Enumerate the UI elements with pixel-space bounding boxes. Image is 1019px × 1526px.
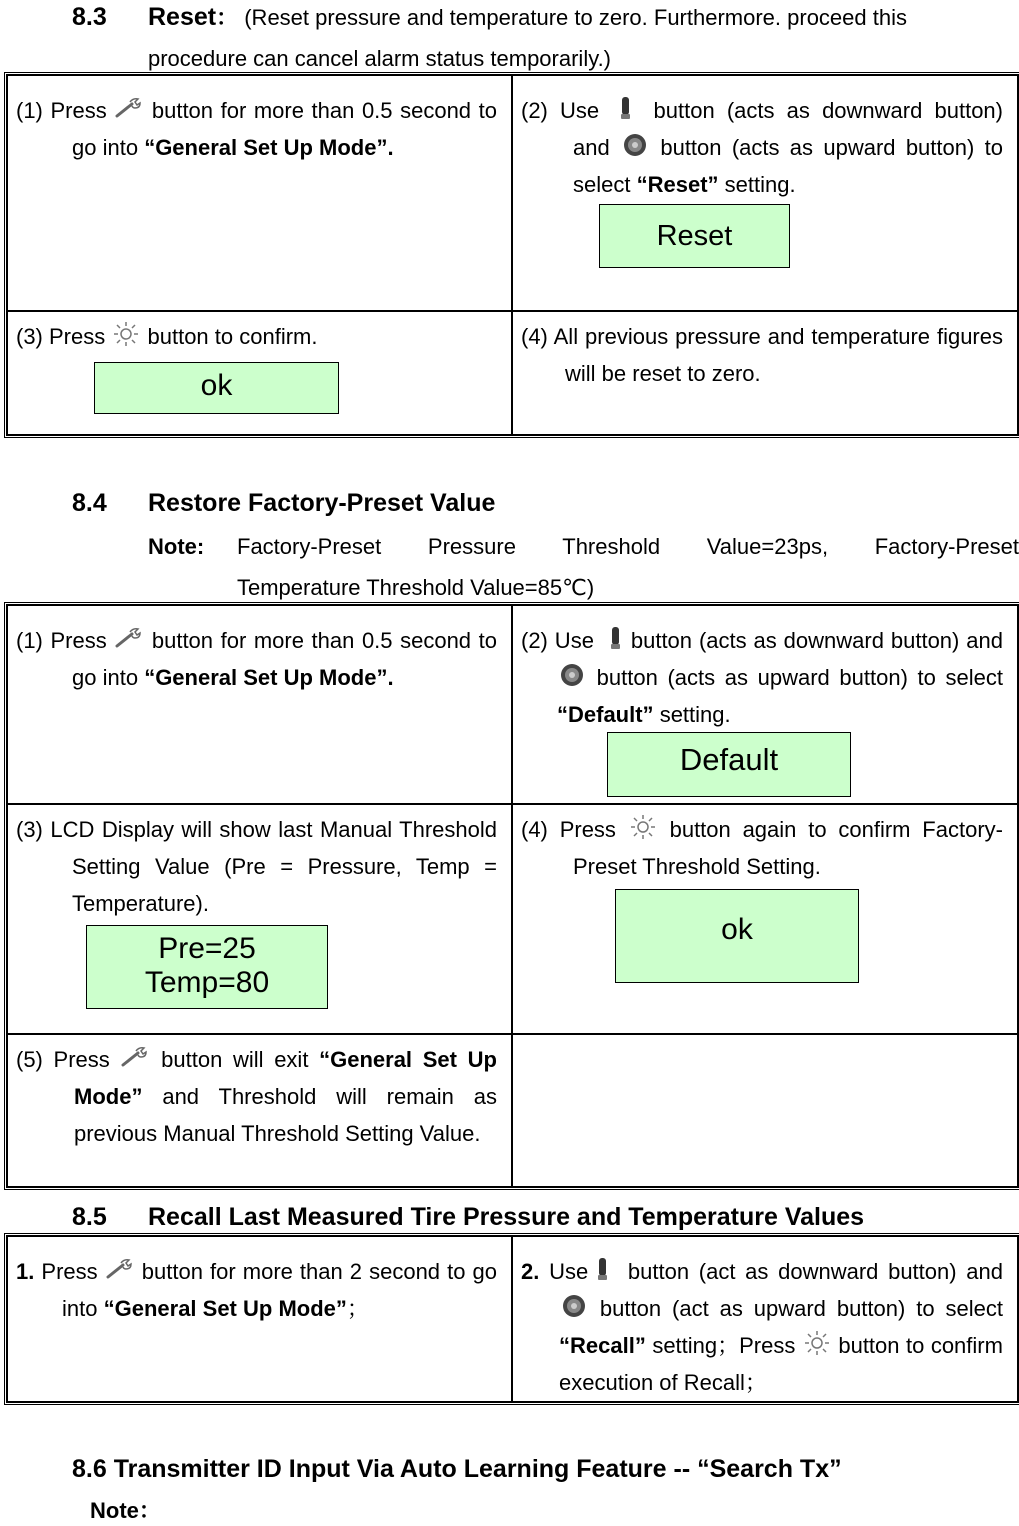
down-button-icon <box>611 96 641 120</box>
preset-step-4: (4) Press button again to confirm Factory-Preset Threshold Setting. ok <box>512 804 1018 1034</box>
note-label: Note: <box>148 534 205 559</box>
wrench-icon <box>105 1257 135 1281</box>
reset-step-4: (4) All previous pressure and temperature figures will be reset to zero. <box>512 311 1018 435</box>
up-button-icon <box>557 663 587 687</box>
lcd-reset: Reset <box>599 204 790 268</box>
recall-steps-table <box>4 1233 1019 1405</box>
lcd-temp: Temp=80 <box>144 966 270 999</box>
section-8-5-number: 8.5 <box>72 1203 107 1231</box>
sun-icon <box>802 1331 832 1355</box>
reset-step-2: (2) Use button (acts as downward button) and button (acts as upward button) to select “Reset” setting. Reset <box>512 75 1018 311</box>
sun-icon <box>111 322 141 346</box>
section-8-3-subtitle-2: procedure can cancel alarm status temporarily.) <box>148 46 612 71</box>
preset-step-1: (1) Press button for more than 0.5 second to go into “General Set Up Mode”. <box>7 605 512 804</box>
lcd-pre-temp <box>86 925 328 1009</box>
section-8-3-number: 8.3 <box>72 3 107 31</box>
down-button-icon <box>588 1257 618 1281</box>
section-8-4-title: Restore Factory-Preset Value <box>148 489 496 517</box>
recall-step-1: 1. Press button for more than 2 second to go into “General Set Up Mode”； <box>7 1236 512 1402</box>
section-8-5-title: Recall Last Measured Tire Pressure and Temperature Values <box>148 1203 865 1231</box>
section-8-3-subtitle: (Reset pressure and temperature to zero. Furthermore. proceed this <box>244 5 907 30</box>
lcd-pre: Pre=25 <box>158 932 256 965</box>
section-8-6-title: 8.6 Transmitter ID Input Via Auto Learning Feature -- “Search Tx” <box>72 1455 842 1483</box>
note-text: Factory-Preset Pressure Threshold Value=23ps, Factory-Preset <box>237 534 1019 559</box>
sun-icon <box>628 815 658 839</box>
preset-step-5: (5) Press button will exit “General Set Up Mode” and Threshold will remain as previous Manual Threshold Setting Value. <box>7 1034 512 1187</box>
reset-step-1: (1) Press button for more than 0.5 second to go into “General Set Up Mode”. <box>7 75 512 311</box>
section-8-4-number: 8.4 <box>72 489 107 517</box>
section-8-3-title: Reset <box>148 3 217 31</box>
recall-step-2: 2. Use button (act as downward button) and button (act as upward button) to select “Recall” setting；Press button to confirm execution of Recall； <box>512 1236 1018 1402</box>
note-text-2: Temperature Threshold Value=85℃) <box>237 575 595 600</box>
wrench-icon <box>114 626 144 650</box>
up-button-icon <box>620 133 650 157</box>
preset-step-empty <box>512 1034 1018 1187</box>
preset-step-3: (3) LCD Display will show last Manual Threshold Setting Value (Pre = Pressure, Temp = Temperature). Pre=25 Temp=80 <box>7 804 512 1034</box>
lcd-ok-preset: ok <box>615 889 859 983</box>
reset-step-3: (3) Press button to confirm. ok <box>7 311 512 435</box>
lcd-ok-reset: ok <box>94 362 339 414</box>
up-button-icon <box>559 1294 589 1318</box>
preset-step-2: (2) Use button (acts as downward button) and button (acts as upward button) to select “Default” setting. Default <box>512 605 1018 804</box>
section-8-6-note: Note： <box>90 1498 161 1523</box>
reset-steps-table <box>4 72 1019 438</box>
wrench-icon <box>120 1045 150 1069</box>
wrench-icon <box>114 96 144 120</box>
factory-preset-steps-table <box>4 602 1019 1190</box>
down-button-icon <box>601 626 631 650</box>
lcd-default: Default <box>607 732 851 797</box>
section-8-3-heading: Reset： (Reset pressure and temperature to zero. Furthermore. proceed this <box>148 3 907 31</box>
